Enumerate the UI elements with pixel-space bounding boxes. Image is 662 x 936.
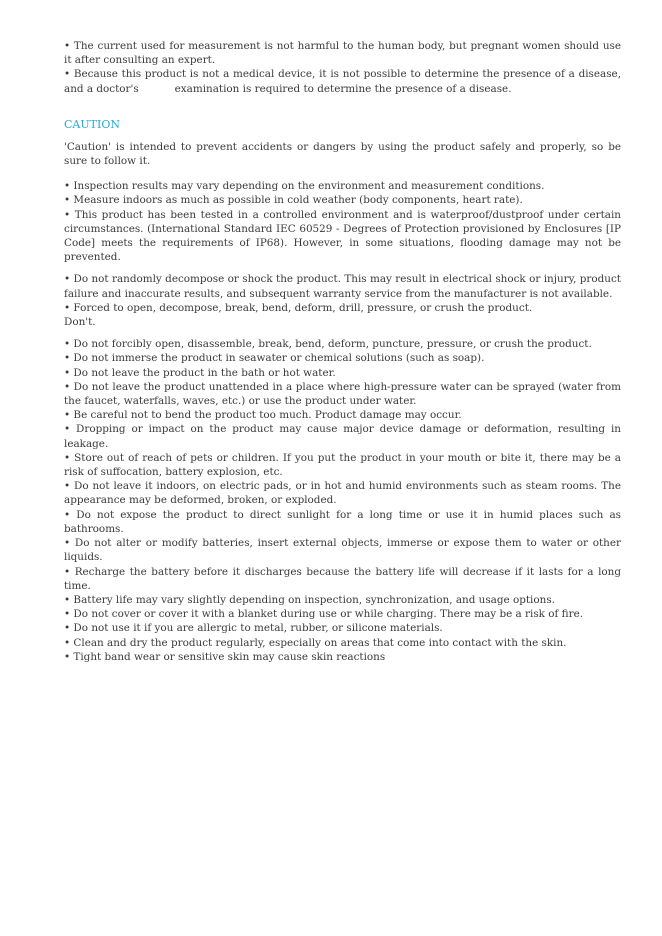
intro-item-part: • Because this product is not a medical device, it is not possible to determine the presence of a disease, and a doctor's xyxy=(64,68,621,95)
list-item: • Do not alter or modify batteries, insert external objects, immerse or expose them to water or other liquids. xyxy=(64,537,621,564)
list-item: • Forced to open, decompose, break, bend, deform, drill, pressure, or crush the product. xyxy=(64,301,533,314)
list-item: • Do not immerse the product in seawater or chemical solutions (such as soap). xyxy=(64,352,485,365)
intro-item xyxy=(64,67,621,95)
list-item: • Do not randomly decompose or shock the product. This may result in electrical shock or injury, product failure and inaccurate results, and subsequent warranty service from the manufacturer is not available. xyxy=(64,273,621,300)
intro-item-part: examination is required to determine the presence of a disease. xyxy=(174,82,512,95)
list-item: • Measure indoors as much as possible in cold weather (body components, heart rate). xyxy=(64,194,523,207)
list-item: • Clean and dry the product regularly, especially on areas that come into contact with the skin. xyxy=(64,636,567,649)
caution-heading: CAUTION xyxy=(64,117,120,131)
list-item: • Do not forcibly open, disassemble, break, bend, deform, puncture, pressure, or crush the product. xyxy=(64,338,592,351)
list-item: • Do not use it if you are allergic to metal, rubber, or silicone materials. xyxy=(64,622,443,635)
list-item: • Tight band wear or sensitive skin may cause skin reactions xyxy=(64,650,386,663)
list-item: • Inspection results may vary depending on the environment and measurement conditions. xyxy=(64,180,545,193)
list-item: • Recharge the battery before it discharges because the battery life will decrease if it lasts for a long time. xyxy=(64,565,621,592)
list-item: • Store out of reach of pets or children. If you put the product in your mouth or bite it, there may be a risk of suffocation, battery explosion, etc. xyxy=(64,451,621,479)
list-item: Don't. xyxy=(64,316,96,329)
list-item: • Dropping or impact on the product may cause major device damage or deformation, resulting in leakage. xyxy=(64,423,621,450)
list-item: • Battery life may vary slightly depending on inspection, synchronization, and usage options. xyxy=(64,593,555,606)
list-item: • Do not leave it indoors, on electric pads, or in hot and humid environments such as steam rooms. The appearance may be deformed, broken, or exploded. xyxy=(64,480,621,507)
list-item: • Do not expose the product to direct sunlight for a long time or use it in humid places such as bathrooms. xyxy=(64,508,621,535)
caution-description: 'Caution' is intended to prevent accidents or dangers by using the product safely and properly, so be sure to follow it. xyxy=(64,140,621,168)
document-page xyxy=(64,39,621,664)
list-item: • Do not cover or cover it with a blanket during use or while charging. There may be a risk of fire. xyxy=(64,608,584,621)
list-item: • This product has been tested in a controlled environment and is waterproof/dustproof under certain circumstances. (International Standard IEC 60529 - Degrees of Protection provisioned by Enclosures [IP Code] meets the requirements of IP68). However, in some situations, flooding damage may not be prevented. xyxy=(64,208,621,264)
list-item: • Be careful not to bend the product too much. Product damage may occur. xyxy=(64,409,462,422)
intro-item: • The current used for measurement is not harmful to the human body, but pregnant women should use it after consulting an expert. xyxy=(64,40,621,67)
list-item: • Do not leave the product in the bath or hot water. xyxy=(64,366,336,379)
list-item: • Do not leave the product unattended in a place where high-pressure water can be sprayed (water from the faucet, waterfalls, waves, etc.) or use the product under water. xyxy=(64,380,621,408)
